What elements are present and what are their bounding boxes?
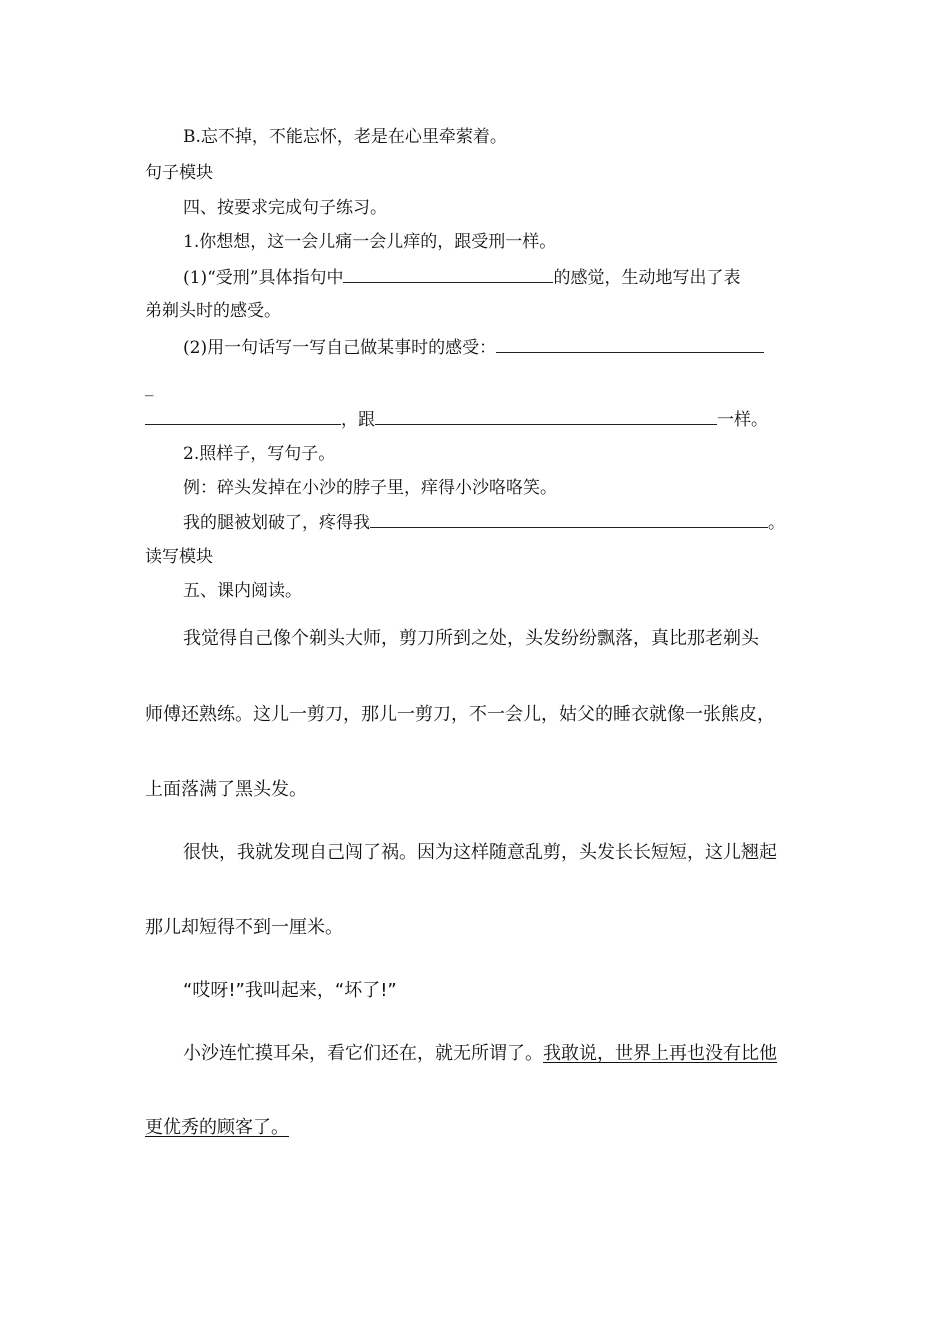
sub2-prefix: (2)用一句话写一写自己做某事时的感受： (183, 338, 497, 358)
p4-plain: 小沙连忙摸耳朵，看它们还在，就无所谓了。 (183, 1043, 543, 1064)
answer-blank-3[interactable] (145, 408, 341, 425)
option-b: B.忘不掉，不能忘怀，老是在心里牵萦着。 (183, 127, 507, 147)
question-1-sub-1-cont: 弟剃头时的感受。 (145, 301, 281, 321)
question-1-sub-1 (183, 266, 740, 289)
sub2-mid: ，跟 (341, 410, 375, 430)
reading-module-heading: 读写模块 (145, 547, 213, 567)
passage-p2-line2: 那儿却短得不到一厘米。 (145, 917, 343, 938)
sub1-suffix: 的感觉，生动地写出了表 (553, 268, 741, 288)
passage-p2-line1: 很快，我就发现自己闯了祸。因为这样随意乱剪，头发长长短短，这儿翘起 (183, 842, 777, 863)
answer-blank-4[interactable] (375, 408, 717, 425)
sub1-prefix: (1)“受刑”具体指句中 (183, 268, 344, 288)
question-1: 1.你想想，这一会儿痛一会儿痒的，跟受刑一样。 (183, 232, 557, 252)
question-1-sub-2-cont (145, 408, 768, 431)
question-1-sub-2 (183, 336, 764, 359)
sub2-mark: _ (145, 377, 154, 397)
sentence-module-heading: 句子模块 (145, 163, 213, 183)
p4-underlined-2: 更优秀的顾客了。 (145, 1117, 289, 1138)
section-five-title: 五、课内阅读。 (183, 581, 302, 601)
passage-p4-line2 (145, 1117, 289, 1139)
section-four-title: 四、按要求完成句子练习。 (183, 198, 387, 218)
passage-p3: “哎呀!”我叫起来，“坏了!” (183, 980, 397, 1001)
question-2: 2.照样子，写句子。 (183, 444, 336, 464)
q2-prompt-prefix: 我的腿被划破了，疼得我 (183, 513, 370, 533)
p4-underlined-1: 我敢说，世界上再也没有比他 (543, 1043, 777, 1064)
sub2-end: 一样。 (717, 410, 768, 430)
answer-blank-5[interactable] (370, 511, 768, 528)
passage-p4-line1 (183, 1043, 777, 1065)
question-2-example: 例：碎头发掉在小沙的脖子里，痒得小沙咯咯笑。 (183, 478, 557, 498)
answer-blank-1[interactable] (343, 266, 553, 283)
answer-blank-2[interactable] (496, 336, 764, 353)
passage-p1-line1: 我觉得自己像个剃头大师，剪刀所到之处，头发纷纷飘落，真比那老剃头 (183, 628, 759, 649)
passage-p1-line2: 师傅还熟练。这儿一剪刀，那儿一剪刀，不一会儿，姑父的睡衣就像一张熊皮， (145, 704, 775, 725)
question-2-prompt (183, 511, 785, 534)
q2-prompt-end: 。 (768, 513, 785, 533)
passage-p1-line3: 上面落满了黑头发。 (145, 779, 307, 800)
